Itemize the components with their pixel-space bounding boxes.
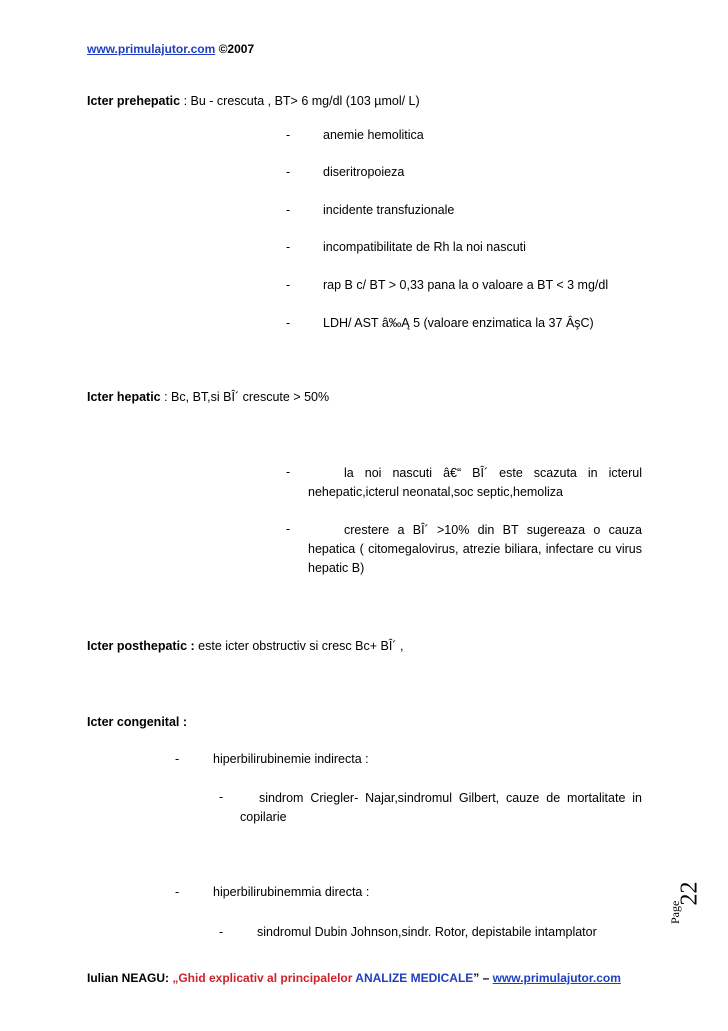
footer-quote-open: „ [172,971,179,985]
bullet-dash: - [219,790,224,804]
prehepatic-title: Icter prehepatic [87,94,181,108]
page-number-block [668,880,708,940]
bullet-dash: - [219,925,224,939]
footer-analyses-text: ANALIZE MEDICALE [355,971,474,985]
posthepatic-title: Icter posthepatic : [87,639,195,653]
bullet-dash: - [286,522,291,536]
prehepatic-heading [87,94,420,108]
prehepatic-item: incidente transfuzionale [323,203,455,217]
hepatic-item: crestere a BÎ´ >10% din BT sugereaza o cauza hepatica ( citomegalovirus, atrezie biliara, infectare cu virus hepatic B) [308,523,642,575]
footer-author: Iulian NEAGU: [87,971,173,985]
congenital-indirect-item: sindrom Criegler- Najar,sindromul Gilbert, cauze de mortalitate in copilarie [240,791,642,824]
footer-site-link[interactable]: www.primulajutor.com [492,971,621,985]
congenital-indirect-label: hiperbilirubinemie indirecta : [213,752,369,766]
hepatic-heading [87,390,329,404]
page-number: 22 [676,881,703,906]
prehepatic-item: diseritropoieza [323,165,405,179]
congenital-direct-item: sindromul Dubin Johnson,sindr. Rotor, depistabile intamplator [257,925,597,939]
prehepatic-item: incompatibilitate de Rh la noi nascuti [323,240,526,254]
bullet-dash: - [286,165,291,179]
hepatic-desc: : Bc, BT,si BÎ´ crescute > 50% [160,390,330,404]
bullet-dash: - [175,752,180,766]
bullet-dash: - [286,203,291,217]
prehepatic-item: rap B c/ BT > 0,33 pana la o valoare a BT < 3 mg/dl [323,278,609,292]
prehepatic-desc: : Bu - crescuta , BT> 6 mg/dl (103 µmol/ L) [180,94,420,108]
hepatic-item: la noi nascuti â€“ BÎ´ este scazuta in icterul nehepatic,icterul neonatal,soc septic,hemoliza [308,466,642,499]
site-link[interactable]: www.primulajutor.com [87,42,216,56]
page-label: Page [668,900,682,924]
congenital-title: Icter congenital : [87,715,188,729]
bullet-dash: - [286,240,291,254]
prehepatic-item: LDH/ AST â‰Ą 5 (valoare enzimatica la 37 ÂşC) [323,316,594,330]
prehepatic-item: anemie hemolitica [323,128,424,142]
footer-quote-close: ” – [473,971,493,985]
congenital-direct-label: hiperbilirubinemmia directa : [213,885,370,899]
bullet-dash: - [286,316,291,330]
document-footer [87,971,621,985]
copyright-text: ©2007 [218,42,255,56]
hepatic-title: Icter hepatic [87,390,161,404]
posthepatic-desc: este icter obstructiv si cresc Bc+ BÎ´ , [194,639,404,653]
bullet-dash: - [175,885,180,899]
bullet-dash: - [286,465,291,479]
bullet-dash: - [286,278,291,292]
bullet-dash: - [286,128,291,142]
footer-guide-text: Ghid explicativ al principalelor [178,971,356,985]
posthepatic-heading [87,639,403,653]
document-header [87,42,254,56]
